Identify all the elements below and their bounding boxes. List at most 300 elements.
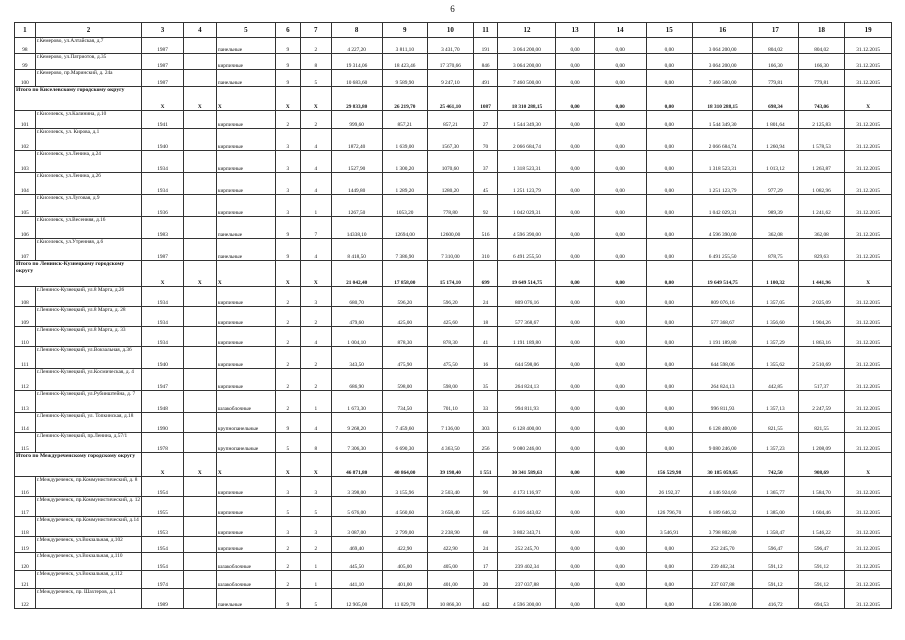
table-cell: 1 904,26 xyxy=(798,307,845,327)
table-cell: 105 xyxy=(15,195,36,217)
table-cell: 3 811,10 xyxy=(382,38,428,54)
table-cell: 0,00 xyxy=(556,38,594,54)
table-cell: 3 802 343,71 xyxy=(498,517,556,537)
table-cell: 2 799,00 xyxy=(382,517,428,537)
table-cell: 31.12.2015 xyxy=(845,327,892,347)
table-cell: X xyxy=(142,87,183,111)
table-cell: панельные xyxy=(216,70,275,87)
table-cell: 31.12.2015 xyxy=(845,589,892,609)
table-cell: 0,00 xyxy=(646,369,693,391)
table-cell: 9 xyxy=(275,589,300,609)
table-cell: 264 824,13 xyxy=(498,369,556,391)
table-cell: 2 xyxy=(275,307,300,327)
table-cell: 1 546,22 xyxy=(798,517,845,537)
table-row xyxy=(15,70,892,87)
table-cell: 1 042 029,31 xyxy=(498,195,556,217)
table-cell: 0,00 xyxy=(594,239,646,261)
table-cell: 694,53 xyxy=(798,589,845,609)
table-cell: 9 589,90 xyxy=(382,70,428,87)
table-cell: 0,00 xyxy=(646,54,693,70)
table-cell: 3 064 200,00 xyxy=(498,38,556,54)
table-cell: 5 xyxy=(300,589,331,609)
table-cell: 1940 xyxy=(142,347,183,369)
table-cell: 0,00 xyxy=(556,453,594,477)
table-cell: 6 128 400,00 xyxy=(693,413,753,433)
table-cell: 1 551 xyxy=(473,453,498,477)
table-cell: 1987 xyxy=(142,54,183,70)
table-cell xyxy=(183,413,216,433)
table-cell: 0,00 xyxy=(646,327,693,347)
table-cell: 996 811,93 xyxy=(693,391,753,413)
table-cell: 19 649 514,75 xyxy=(498,261,556,287)
table-cell: 1940 xyxy=(142,129,183,151)
table-cell: кирпичные xyxy=(216,287,275,307)
table-cell: 591,12 xyxy=(753,553,799,571)
table-cell: 0,00 xyxy=(556,70,594,87)
table-cell: 40 864,00 xyxy=(382,453,428,477)
table-row xyxy=(15,195,892,217)
table-cell: 120 xyxy=(15,553,36,571)
table-cell: 1 289,20 xyxy=(382,173,428,195)
table-cell xyxy=(183,537,216,553)
table-cell: 0,00 xyxy=(594,497,646,517)
table-cell: г.Киселевск, ул.Луговая, д.9 xyxy=(35,195,142,217)
table-cell: 3 064 200,00 xyxy=(498,54,556,70)
table-cell: 31.12.2015 xyxy=(845,413,892,433)
table-cell: г.Киселевск, ул.Калинина, д.10 xyxy=(35,111,142,129)
table-cell: 3 798 802,80 xyxy=(693,517,753,537)
table-cell: 644 598,06 xyxy=(693,347,753,369)
table-cell: 0,00 xyxy=(594,347,646,369)
table-cell: 41 xyxy=(473,327,498,347)
table-cell: 1 639,00 xyxy=(382,129,428,151)
table-cell xyxy=(183,433,216,453)
table-cell: 475,50 xyxy=(428,347,474,369)
table-cell: 778,80 xyxy=(428,195,474,217)
table-cell: X xyxy=(183,87,216,111)
table-cell: панельные xyxy=(216,239,275,261)
table-row xyxy=(15,553,892,571)
table-cell: г.Междуреченск, ул.Вокзальная, д.102 xyxy=(35,537,142,553)
table-cell: 1934 xyxy=(142,327,183,347)
table-cell: 117 xyxy=(15,497,36,517)
subtotal-label: Итого по Ленинск-Кузнецкому городскому округу xyxy=(15,261,142,287)
column-header: 12 xyxy=(498,23,556,38)
table-cell: 7 310,00 xyxy=(428,239,474,261)
table-cell: 0,00 xyxy=(556,553,594,571)
table-cell: 0,00 xyxy=(594,369,646,391)
table-cell: 1 208,09 xyxy=(798,433,845,453)
table-cell: 1 318 523,31 xyxy=(498,151,556,173)
table-cell: 252 245,70 xyxy=(498,537,556,553)
table-cell: 994 811,93 xyxy=(498,391,556,413)
table-cell: 0,00 xyxy=(556,307,594,327)
table-cell: 0,00 xyxy=(594,433,646,453)
table-cell: 0,00 xyxy=(594,87,646,111)
table-cell: 9 xyxy=(275,54,300,70)
table-cell: X xyxy=(142,453,183,477)
table-cell: 6 690,30 xyxy=(382,433,428,453)
table-cell: 1 xyxy=(300,571,331,589)
table-cell: 1 578,53 xyxy=(798,129,845,151)
table-cell: 9 247,10 xyxy=(428,70,474,87)
table-cell: 1 xyxy=(300,391,331,413)
table-cell: 516 xyxy=(473,217,498,239)
table-row xyxy=(15,38,892,54)
table-cell: 1 385,00 xyxy=(753,497,799,517)
table-cell: X xyxy=(275,453,300,477)
table-cell: 734,50 xyxy=(382,391,428,413)
table-cell: 0,00 xyxy=(556,87,594,111)
table-cell: 102 xyxy=(15,129,36,151)
subtotal-row xyxy=(15,261,892,287)
table-cell: 6 491 255,50 xyxy=(498,239,556,261)
table-cell: 469,40 xyxy=(331,537,382,553)
table-row xyxy=(15,537,892,553)
table-cell: 107 xyxy=(15,239,36,261)
table-cell: 598,00 xyxy=(428,369,474,391)
table-cell: 3 431,70 xyxy=(428,38,474,54)
table-cell: 5 xyxy=(275,433,300,453)
column-header: 1 xyxy=(15,23,36,38)
table-cell: кирпичные xyxy=(216,173,275,195)
table-cell: 100 xyxy=(15,70,36,87)
table-cell: кирпичные xyxy=(216,517,275,537)
table-cell: 1936 xyxy=(142,195,183,217)
subtotal-row xyxy=(15,453,892,477)
table-cell: 2 xyxy=(275,369,300,391)
table-cell: 779,81 xyxy=(753,70,799,87)
column-header: 3 xyxy=(142,23,183,38)
table-cell: 7 136,00 xyxy=(428,413,474,433)
table-cell: X xyxy=(216,453,275,477)
table-cell: 2 xyxy=(275,287,300,307)
table-cell: 2 xyxy=(300,347,331,369)
table-row xyxy=(15,217,892,239)
table-cell: 0,00 xyxy=(556,571,594,589)
table-cell xyxy=(183,173,216,195)
table-cell: 4 596 390,00 xyxy=(498,217,556,239)
table-cell: 1 863,16 xyxy=(798,327,845,347)
table-cell: 878,30 xyxy=(382,327,428,347)
table-cell: 1 357,29 xyxy=(753,327,799,347)
table-cell: 405,00 xyxy=(428,553,474,571)
table-cell: 698,34 xyxy=(753,87,799,111)
table-row xyxy=(15,517,892,537)
table-cell xyxy=(183,151,216,173)
table-cell: 596,47 xyxy=(798,537,845,553)
table-cell: 2 066 684,74 xyxy=(693,129,753,151)
table-cell: 20 xyxy=(473,571,498,589)
table-cell: 1954 xyxy=(142,553,183,571)
table-cell: 0,00 xyxy=(646,70,693,87)
table-cell: 1987 xyxy=(142,239,183,261)
table-cell: 1 042 029,31 xyxy=(693,195,753,217)
table-cell: г.Киселевск, ул.Утренняя, д.6 xyxy=(35,239,142,261)
table-cell: 0,00 xyxy=(556,111,594,129)
table-cell: кирпичные xyxy=(216,537,275,553)
table-cell xyxy=(183,497,216,517)
table-cell: 343,50 xyxy=(331,347,382,369)
table-cell: 1987 xyxy=(142,70,183,87)
table-cell: 804,02 xyxy=(798,38,845,54)
table-cell: X xyxy=(216,261,275,287)
table-cell: 31.12.2015 xyxy=(845,477,892,497)
table-cell: г.Междуреченск, ул.Вокзальная, д.110 xyxy=(35,553,142,571)
table-cell: 0,00 xyxy=(646,111,693,129)
table-cell: 14338,10 xyxy=(331,217,382,239)
table-cell: 1 673,30 xyxy=(331,391,382,413)
table-cell: 31.12.2015 xyxy=(845,517,892,537)
table-row xyxy=(15,477,892,497)
table-cell: 237 037,88 xyxy=(693,571,753,589)
table-cell: 1934 xyxy=(142,151,183,173)
table-cell: 2 xyxy=(300,369,331,391)
table-cell: 0,00 xyxy=(594,327,646,347)
table-cell: 1947 xyxy=(142,369,183,391)
table-cell: 0,00 xyxy=(646,287,693,307)
table-cell: 4 xyxy=(300,327,331,347)
table-cell: 7 460 500,00 xyxy=(693,70,753,87)
table-cell: г.Кемерово, ул.Алтайская, д.7 xyxy=(35,38,142,54)
table-cell: 9 xyxy=(275,239,300,261)
table-cell: 237 037,88 xyxy=(498,571,556,589)
table-cell: 31.12.2015 xyxy=(845,433,892,453)
table-cell: 425,00 xyxy=(382,307,428,327)
table-cell: 1087 xyxy=(473,87,498,111)
table-cell: панельные xyxy=(216,38,275,54)
table-cell: кирпичные xyxy=(216,347,275,369)
table-cell: 31.12.2015 xyxy=(845,537,892,553)
table-cell: 3 546,91 xyxy=(646,517,693,537)
table-cell: 596,20 xyxy=(428,287,474,307)
table-cell: кирпичные xyxy=(216,151,275,173)
table-cell: 27 xyxy=(473,111,498,129)
table-cell: 1978 xyxy=(142,433,183,453)
table-cell: 0,00 xyxy=(556,151,594,173)
table-cell: 0,00 xyxy=(646,413,693,433)
table-cell: 4 560,60 xyxy=(382,497,428,517)
table-cell: 3 087,00 xyxy=(331,517,382,537)
table-row xyxy=(15,129,892,151)
table-cell: панельные xyxy=(216,589,275,609)
table-cell: 0,00 xyxy=(594,54,646,70)
table-cell xyxy=(183,517,216,537)
table-cell: 7 386,90 xyxy=(382,239,428,261)
table-cell: шлакоблочные xyxy=(216,391,275,413)
table-cell: 405,00 xyxy=(382,553,428,571)
table-cell xyxy=(183,239,216,261)
table-cell: кирпичные xyxy=(216,111,275,129)
table-cell: 0,00 xyxy=(646,571,693,589)
table-cell: кирпичные xyxy=(216,497,275,517)
table-cell: 422,90 xyxy=(382,537,428,553)
table-cell: 0,00 xyxy=(646,537,693,553)
table-cell: 19 649 514,75 xyxy=(693,261,753,287)
table-cell: 4 xyxy=(300,173,331,195)
table-row xyxy=(15,433,892,453)
table-cell: 30 185 059,65 xyxy=(693,453,753,477)
table-cell: 31.12.2015 xyxy=(845,129,892,151)
table-cell: 878,30 xyxy=(428,327,474,347)
table-cell: 0,00 xyxy=(556,589,594,609)
table-cell: 475,90 xyxy=(382,347,428,369)
table-cell: 0,00 xyxy=(594,151,646,173)
table-cell: 18 423,46 xyxy=(382,54,428,70)
table-cell: 4 xyxy=(300,239,331,261)
table-cell: 3 xyxy=(275,517,300,537)
table-cell: 31.12.2015 xyxy=(845,571,892,589)
table-cell: 303 xyxy=(473,413,498,433)
table-cell: 113 xyxy=(15,391,36,413)
table-cell: 0,00 xyxy=(646,173,693,195)
table-cell: 31.12.2015 xyxy=(845,497,892,517)
table-cell: кирпичные xyxy=(216,477,275,497)
table-cell: 491 xyxy=(473,70,498,87)
table-cell: 0,00 xyxy=(556,391,594,413)
table-cell: 4 596 300,00 xyxy=(498,589,556,609)
table-cell: 1053,20 xyxy=(382,195,428,217)
table-cell: 0,00 xyxy=(556,517,594,537)
table-row xyxy=(15,111,892,129)
table-cell: 1 365,77 xyxy=(753,477,799,497)
table-cell: 0,00 xyxy=(646,589,693,609)
table-cell: 1948 xyxy=(142,391,183,413)
table-cell: 416,72 xyxy=(753,589,799,609)
table-cell: крупнопанельные xyxy=(216,433,275,453)
table-cell: 99 xyxy=(15,54,36,70)
table-cell xyxy=(183,477,216,497)
table-cell: 0,00 xyxy=(594,391,646,413)
table-cell: 101 xyxy=(15,111,36,129)
table-cell: 1953 xyxy=(142,517,183,537)
table-cell: 0,00 xyxy=(594,517,646,537)
table-cell: 1 356,60 xyxy=(753,307,799,327)
table-cell: 686,90 xyxy=(331,369,382,391)
table-cell: 98 xyxy=(15,38,36,54)
table-cell: 2 510,69 xyxy=(798,347,845,369)
table-cell: X xyxy=(216,87,275,111)
table-cell: г.Ленинск-Кузнецкий, ул.Рубинштейна, д. 7 xyxy=(35,391,142,413)
column-header: 11 xyxy=(473,23,498,38)
table-cell: 9 080 246,00 xyxy=(693,433,753,453)
table-cell: 4 xyxy=(300,129,331,151)
table-cell: 1 584,70 xyxy=(798,477,845,497)
table-cell: 30 341 589,63 xyxy=(498,453,556,477)
table-cell: 2 247,59 xyxy=(798,391,845,413)
table-cell: 1 357,13 xyxy=(753,391,799,413)
table-cell: 31.12.2015 xyxy=(845,217,892,239)
table-cell: 114 xyxy=(15,413,36,433)
table-cell: 989,39 xyxy=(753,195,799,217)
table-cell: 4 596 300,00 xyxy=(693,589,753,609)
table-cell: 10 683,60 xyxy=(331,70,382,87)
column-header: 5 xyxy=(216,23,275,38)
table-cell: 742,50 xyxy=(753,453,799,477)
table-cell: 0,00 xyxy=(646,553,693,571)
column-header: 15 xyxy=(646,23,693,38)
column-header: 14 xyxy=(594,23,646,38)
table-cell: г.Киселевск, ул.Весенняя, д.16 xyxy=(35,217,142,239)
table-cell: 1 355,62 xyxy=(753,347,799,369)
table-cell: 239 402,34 xyxy=(693,553,753,571)
table-cell: 0,00 xyxy=(646,129,693,151)
table-cell: 9 xyxy=(275,70,300,87)
table-cell: 401,00 xyxy=(382,571,428,589)
table-cell: 1941 xyxy=(142,111,183,129)
table-cell: X xyxy=(275,261,300,287)
table-cell: 31.12.2015 xyxy=(845,38,892,54)
column-header: 2 xyxy=(35,23,142,38)
table-cell: 2 xyxy=(275,571,300,589)
table-cell: 743,06 xyxy=(798,87,845,111)
table-cell: 846 xyxy=(473,54,498,70)
table-cell: 115 xyxy=(15,433,36,453)
table-cell xyxy=(183,195,216,217)
column-header: 18 xyxy=(798,23,845,38)
table-cell: 1 801,64 xyxy=(753,111,799,129)
table-cell: 0,00 xyxy=(594,537,646,553)
table-cell: г.Междуреченск, пр.Коммунистический, д.14 xyxy=(35,517,142,537)
table-cell: 8 xyxy=(300,433,331,453)
table-cell: 9 xyxy=(275,38,300,54)
table-cell: 2 xyxy=(300,537,331,553)
table-cell: кирпичные xyxy=(216,129,275,151)
table-cell xyxy=(183,217,216,239)
table-cell: 0,00 xyxy=(556,261,594,287)
column-header: 19 xyxy=(845,23,892,38)
table-cell: 10 866,30 xyxy=(428,589,474,609)
table-cell: 0,00 xyxy=(556,195,594,217)
table-cell: 29 833,80 xyxy=(331,87,382,111)
table-cell: 1 318 523,31 xyxy=(693,151,753,173)
table-cell: 2 xyxy=(275,537,300,553)
column-header: 6 xyxy=(275,23,300,38)
table-cell xyxy=(183,553,216,571)
table-cell: 1 251 123,79 xyxy=(693,173,753,195)
table-cell: 122 xyxy=(15,589,36,609)
table-cell: 1527,90 xyxy=(331,151,382,173)
table-cell: 1987 xyxy=(142,38,183,54)
table-cell: 2 025,09 xyxy=(798,287,845,307)
table-cell: 0,00 xyxy=(594,195,646,217)
table-cell: 0,00 xyxy=(646,151,693,173)
table-cell xyxy=(183,111,216,129)
table-cell xyxy=(183,307,216,327)
column-header: 8 xyxy=(331,23,382,38)
table-cell: г.Кемерово, пр.Маринский, д. 24а xyxy=(35,70,142,87)
table-cell: 5 xyxy=(300,497,331,517)
table-cell xyxy=(183,369,216,391)
table-cell: 31.12.2015 xyxy=(845,151,892,173)
table-cell: 103 xyxy=(15,151,36,173)
table-cell: 0,00 xyxy=(556,287,594,307)
table-cell: 3 064 200,00 xyxy=(693,38,753,54)
table-cell: 8 418,50 xyxy=(331,239,382,261)
table-cell: 0,00 xyxy=(646,87,693,111)
table-cell: 1 544 349,30 xyxy=(498,111,556,129)
table-cell: г.Ленинск-Кузнецкий, ул. Топкинская, д.18 xyxy=(35,413,142,433)
table-cell: г.Кемерово, ул.Патриотов, д.35 xyxy=(35,54,142,70)
table-cell: 310 xyxy=(473,239,498,261)
table-cell: 264 824,13 xyxy=(693,369,753,391)
table-cell: 90 xyxy=(473,477,498,497)
table-cell: 0,00 xyxy=(646,347,693,369)
table-cell: 1 441,96 xyxy=(798,261,845,287)
table-cell: г.Ленинск-Кузнецкий, ул.8 Марта, д. 33 xyxy=(35,327,142,347)
column-header: 10 xyxy=(428,23,474,38)
header-row xyxy=(15,23,892,38)
